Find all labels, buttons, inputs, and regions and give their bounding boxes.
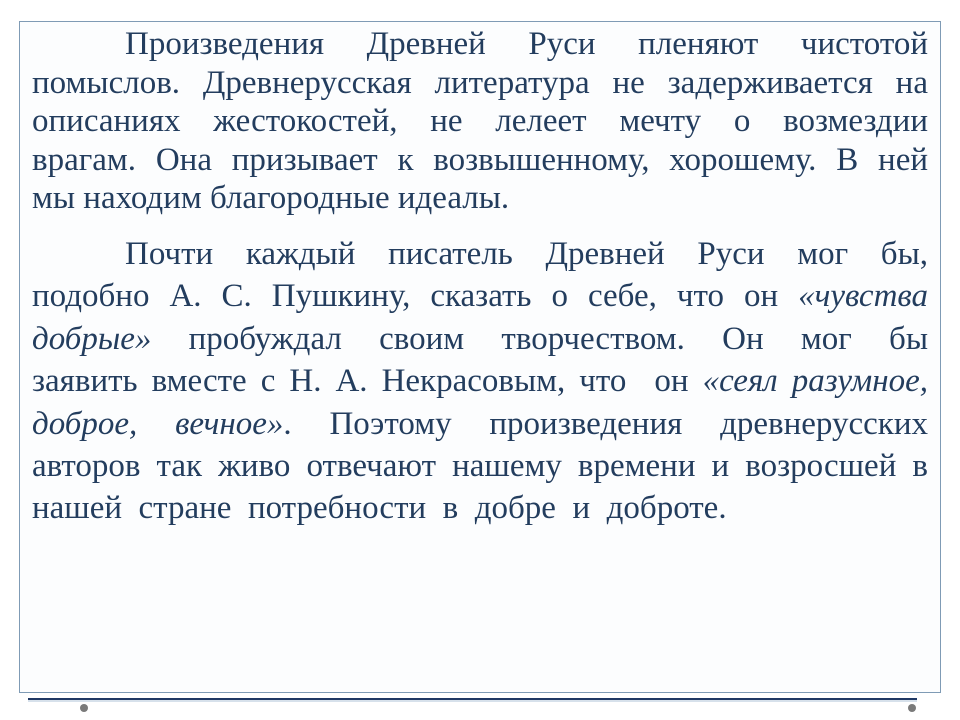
bottom-accent-rule xyxy=(28,698,917,700)
text-run: врагам. Она призывает к возвышенному, хорошему. В ней xyxy=(32,141,928,178)
text-run: описаниях жестокостей, не лелеет мечту о возмездии xyxy=(32,103,928,140)
italic-run: «сеял разумное, xyxy=(702,363,929,400)
text-run: нашей стране потребности в добре и доброте. xyxy=(32,490,727,527)
text-line xyxy=(32,445,928,487)
text-line xyxy=(32,360,928,402)
text-line xyxy=(32,102,928,141)
slide-text-frame xyxy=(19,21,941,693)
text-run: мы находим благородные идеалы. xyxy=(32,180,510,217)
italic-run: «чувства xyxy=(798,278,928,315)
text-run: подобно А. С. Пушкину, сказать о себе, что он xyxy=(32,278,799,315)
italic-run: доброе, вечное» xyxy=(32,405,284,442)
text-run: Почти каждый писатель Древней Руси мог бы, xyxy=(125,235,928,272)
text-line xyxy=(32,179,928,218)
italic-run: добрые» xyxy=(32,320,152,357)
text-line xyxy=(32,64,928,103)
paragraph xyxy=(32,25,928,218)
text-run: . Поэтому произведения древнерусских xyxy=(283,405,928,442)
paragraph xyxy=(32,233,928,530)
text-line xyxy=(32,233,928,275)
text-line xyxy=(32,318,928,360)
text-run: авторов так живо отвечают нашему времени и возросшей в xyxy=(32,448,928,484)
text-line xyxy=(32,403,928,445)
slide-text xyxy=(20,22,940,692)
text-run: пробуждал своим творчеством. Он мог бы xyxy=(151,320,928,357)
text-line xyxy=(32,487,928,529)
text-run: заявить вместе с Н. А. Некрасовым, что он xyxy=(32,363,703,400)
text-line xyxy=(32,141,928,180)
decorative-dot-right xyxy=(908,704,916,712)
text-run: Произведения Древней Руси пленяют чистотой xyxy=(125,26,928,62)
text-line xyxy=(32,275,928,317)
text-run: помыслов. Древнерусская литература не задерживается на xyxy=(32,64,928,101)
decorative-dot-left xyxy=(80,704,88,712)
text-line xyxy=(32,25,928,64)
